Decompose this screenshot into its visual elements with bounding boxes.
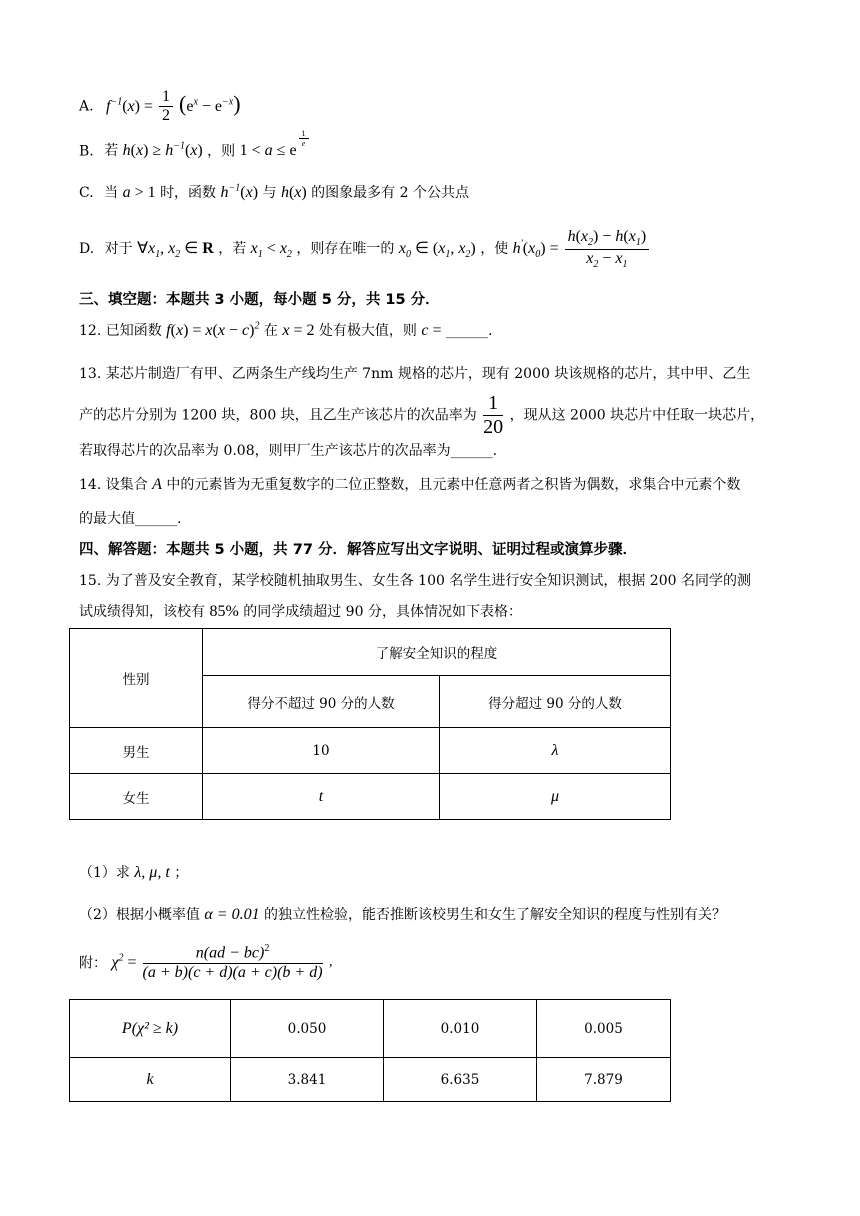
option-a [79,88,241,126]
fraction-half: $\frac{1}{2}$ [159,88,173,126]
chi-square-table [69,999,671,1102]
chi-row1-val1: 0.050 [231,1000,384,1058]
section4-heading: 四、解答题：本题共 5 小题，共 77 分．解答应写出文字说明、证明过程或演算步骤． [79,542,637,558]
question-15-part1: （1）求 λ, μ, t ； [79,864,189,881]
row-male-label: 男生 [70,728,203,774]
chi-row1-label: P(χ² ≥ k) [70,1000,231,1058]
option-b: B. 若 $h(x) \ge h^{-1}(x)$ ，则 1 < a ≤ e $^{\frac{1}{e}}$ [79,137,311,160]
row-male-col2: λ [440,728,671,774]
chi-row2-val2: 6.635 [384,1058,537,1102]
section3-heading: 三、填空题：本题共 3 小题，每小题 5 分，共 15 分． [79,292,440,308]
question-14-line1: 14. 设集合 A 中的元素皆为无重复数字的二位正整数，且元素中任意两者之积皆为偶数，求集合中元素个数 [79,476,741,493]
header-knowledge: 了解安全知识的程度 [203,629,671,676]
chi-row2-val3: 7.879 [537,1058,671,1102]
chi-row2-label: k [70,1058,231,1102]
fraction-1-20: $\frac{1}{20}$ [483,392,504,438]
question-14-line2: 的最大值______. [79,511,182,527]
option-c: C. 当 a > 1 时，函数 $h^{-1}(x)$ 与 h(x) 的图象最多有 2 个公共点 [79,182,469,201]
option-a-label: A. [79,98,94,115]
header-col1: 得分不超过 90 分的人数 [203,676,440,728]
question-15-line1: 15. 为了普及安全教育，某学校随机抽取男生、女生各 100 名学生进行安全知识测试，根据 200 名同学的测 [79,573,751,589]
chi-row1-val3: 0.005 [537,1000,671,1058]
question-13-line1: 13. 某芯片制造厂有甲、乙两条生产线均生产 7nm 规格的芯片，现有 2000 块该规格的芯片，其中甲、乙生 [79,366,751,382]
survey-table [69,628,671,820]
row-female-col1: t [203,774,440,820]
option-d: D. 对于 $\forall x_1$, $x_2$ ∈ R ，若 $x_1 < x_2$ ，则存在唯一的 $x_0$ ∈ ($x_1$, $x_2$) ，使 $h'(x_0)$ = $\frac{h(x_2) - h(x_1)}{x_2 - x_1}$ [79,228,651,270]
option-a-formula: $f^{-1}(x)$ = $\frac{1}{2}$ $(e^x - e^{-x})$ [106,88,241,125]
question-13-line3: 若取得芯片的次品率为 0.08，则甲厂生产该芯片的次品率为______. [79,443,498,459]
row-female-col2: μ [440,774,671,820]
question-15-part2: （2）根据小概率值 α = 0.01 的独立性检验，能否推断该校男生和女生了解安全知识的程度与性别有关？ [79,906,727,923]
row-male-col1: 10 [203,728,440,774]
appendix-formula: 附： $\chi^2$ = $\frac{n(ad - bc)^2}{(a + b)(c + d)(a + c)(b + d)}$ , [79,943,333,981]
header-col2: 得分超过 90 分的人数 [440,676,671,728]
row-female-label: 女生 [70,774,203,820]
question-12: 12. 已知函数 $f(x) = x(x - c)^2$ 在 x = 2 处有极大值，则 c = ______. [79,320,493,339]
question-13-line2: 产的芯片分别为 1200 块，800 块，且乙生产该芯片的次品率为 $\frac{1}{20}$ ，现从这 2000 块芯片中任取一块芯片， [79,392,765,438]
chi-row1-val2: 0.010 [384,1000,537,1058]
header-gender: 性别 [70,629,203,728]
chi-square-fraction: $\frac{n(ad - bc)^2}{(a + b)(c + d)(a + c)(b + d)}$ [142,943,323,981]
question-15-line2: 试成绩得知，该校有 85% 的同学成绩超过 90 分，具体情况如下表格： [79,603,522,620]
chi-row2-val1: 3.841 [231,1058,384,1102]
